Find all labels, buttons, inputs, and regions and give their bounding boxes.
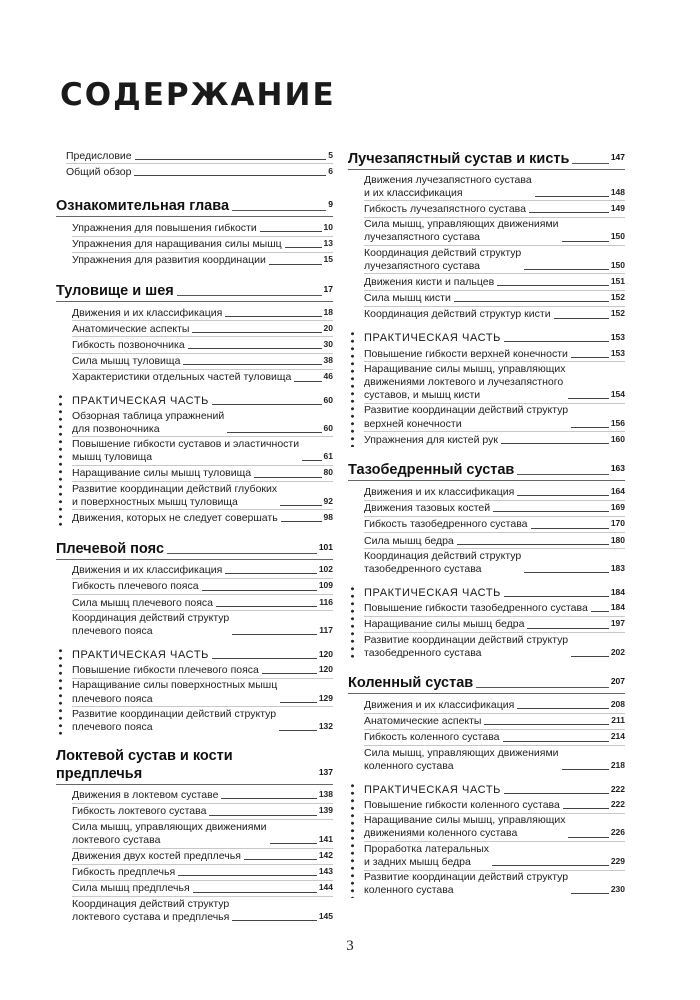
section-page: 147 — [610, 152, 625, 162]
leader-line — [212, 658, 317, 659]
entry-page: 144 — [318, 882, 333, 893]
leader-line — [568, 837, 608, 838]
leader-line — [178, 875, 317, 876]
entry-page: 141 — [318, 833, 333, 844]
toc-section — [348, 672, 625, 897]
leader-line — [202, 590, 317, 591]
toc-entry[interactable] — [364, 697, 625, 712]
entry-page: 226 — [610, 827, 625, 838]
entry-page: 211 — [611, 715, 625, 726]
entry-title: Сила мышц плечевого пояса — [72, 596, 214, 609]
leader-line — [260, 231, 322, 232]
leader-line — [562, 769, 609, 770]
toc-entry[interactable] — [72, 706, 333, 734]
leader-line — [531, 528, 609, 529]
entry-page: 151 — [610, 275, 625, 286]
entry-page: 149 — [610, 202, 625, 213]
section-page: 101 — [318, 541, 333, 552]
toc-entry[interactable] — [364, 516, 625, 532]
toc-section — [348, 148, 625, 447]
entry-title: Анатомические аспекты — [364, 715, 482, 728]
toc-entry[interactable] — [364, 532, 625, 548]
dotted-marker — [59, 647, 62, 735]
leader-line — [484, 724, 609, 725]
toc-entry[interactable] — [72, 788, 333, 803]
entry-title: Развитие координации действий структур тазобедренного сустава — [364, 633, 569, 659]
leader-line — [503, 741, 609, 742]
entry-page: 197 — [610, 618, 625, 629]
entry-page: 129 — [318, 692, 333, 703]
practical-title: ПРАКТИЧЕСКАЯ ЧАСТЬ — [72, 395, 209, 408]
toc-entry[interactable] — [72, 220, 333, 235]
entry-title: Проработка латеральных и задних мышц бедра — [364, 842, 490, 868]
entry-title: Гибкость предплечья — [72, 866, 176, 879]
toc-entry[interactable] — [72, 336, 333, 352]
entry-title: Движения кисти и пальцев — [364, 275, 495, 288]
entry-title: Повышение гибкости коленного сустава — [364, 799, 560, 811]
leader-line — [280, 702, 317, 703]
section-heading[interactable] — [56, 280, 333, 302]
practical-page: 120 — [318, 648, 333, 659]
entry-title: Гибкость плечевого пояса — [72, 580, 199, 593]
toc-section — [56, 195, 333, 268]
leader-line — [517, 474, 608, 475]
toc-entry[interactable] — [72, 848, 333, 864]
entry-page: 20 — [323, 322, 333, 333]
entry-title: Предисловие — [66, 149, 132, 162]
entry-page: 15 — [323, 254, 333, 265]
entry-title: Упражнения для повышения гибкости — [72, 221, 257, 234]
section-heading[interactable] — [56, 538, 333, 560]
toc-section — [56, 747, 333, 925]
entry-title: Движения двух костей предплечья — [72, 850, 241, 862]
leader-line — [209, 815, 316, 816]
section-page: 17 — [323, 284, 333, 295]
practical-title: ПРАКТИЧЕСКАЯ ЧАСТЬ — [364, 332, 501, 345]
practical-title: ПРАКТИЧЕСКАЯ ЧАСТЬ — [364, 783, 501, 796]
entry-page: 154 — [610, 389, 625, 400]
toc-entry[interactable] — [72, 409, 333, 436]
leader-line — [232, 920, 316, 921]
entry-title: Анатомические аспекты — [72, 322, 190, 335]
dotted-marker — [351, 585, 354, 661]
entry-page: 98 — [323, 511, 333, 522]
entry-page: 184 — [610, 602, 625, 613]
entry-page: 132 — [318, 720, 333, 731]
entry-page: 117 — [319, 624, 333, 635]
toc-entry[interactable] — [364, 290, 625, 306]
toc-entry[interactable] — [72, 896, 333, 924]
entry-title: Наращивание силы поверхностных мышц плечевого пояса — [72, 679, 278, 705]
leader-line — [554, 318, 609, 319]
entry-page: 230 — [610, 884, 625, 895]
toc-entry[interactable] — [72, 594, 333, 610]
toc-section — [348, 459, 625, 660]
entry-title: Наращивание силы мышц, управляющих движениями локтевого и лучезапястного суставов, и мышц кисти — [364, 362, 566, 402]
toc-entry[interactable] — [72, 369, 333, 385]
entry-page: 229 — [610, 855, 625, 866]
section-title: Коленный сустав — [348, 675, 474, 692]
practical-heading[interactable] — [72, 393, 333, 409]
entry-page: 116 — [319, 596, 333, 607]
entry-title: Повышение гибкости верхней конечности — [364, 347, 568, 360]
leader-line — [183, 364, 321, 365]
leader-line — [571, 427, 609, 428]
toc-entry[interactable] — [72, 353, 333, 369]
practical-heading[interactable] — [364, 585, 625, 601]
toc-entry[interactable] — [364, 361, 625, 403]
leader-line — [227, 432, 321, 433]
entry-title: Гибкость позвоночника — [72, 338, 185, 351]
entry-page: 5 — [328, 149, 333, 160]
leader-line — [281, 521, 322, 522]
entry-title: Упражнения для кистей рук — [364, 433, 498, 446]
entry-title: Упражнения для наращивания силы мышц — [72, 238, 282, 251]
toc-entry[interactable] — [364, 813, 625, 841]
leader-line — [167, 553, 317, 554]
section-heading[interactable] — [56, 195, 333, 217]
section-page: 207 — [610, 676, 625, 687]
leader-line — [225, 316, 321, 317]
toc-entry[interactable] — [364, 217, 625, 245]
entry-title: Движения и их классификация — [364, 698, 515, 711]
leader-line — [504, 596, 609, 597]
entry-page: 143 — [318, 866, 333, 877]
toc-section — [56, 148, 333, 179]
toc-entry[interactable] — [72, 563, 333, 578]
practical-heading[interactable] — [364, 782, 625, 798]
entry-page: 148 — [610, 186, 625, 197]
entry-page: 150 — [610, 231, 625, 242]
entry-page: 180 — [610, 534, 625, 545]
toc-entry[interactable] — [364, 713, 625, 729]
practical-page: 184 — [610, 586, 625, 597]
dotted-marker — [351, 782, 354, 898]
entry-page: 218 — [610, 759, 625, 770]
toc-entry[interactable] — [72, 819, 333, 847]
leader-line — [225, 573, 317, 574]
entry-title: Развитие координации действий структур коленного сустава — [364, 871, 569, 897]
toc-entry[interactable] — [72, 436, 333, 464]
entry-page: 92 — [323, 495, 333, 506]
leader-line — [476, 687, 609, 688]
leader-line — [497, 285, 609, 286]
toc-entry[interactable] — [364, 500, 625, 516]
entry-page: 145 — [318, 910, 333, 921]
toc-entry[interactable] — [364, 616, 625, 632]
toc-entry[interactable] — [364, 798, 625, 813]
toc-section — [56, 538, 333, 735]
toc-entry[interactable] — [364, 729, 625, 745]
section-title: Плечевой пояс — [56, 540, 165, 557]
leader-line — [524, 269, 609, 270]
entry-page: 120 — [318, 664, 333, 675]
entry-title: Гибкость тазобедренного сустава — [364, 518, 528, 531]
practical-page: 153 — [610, 332, 625, 343]
entry-page: 183 — [610, 562, 625, 573]
entry-page: 60 — [323, 422, 333, 433]
practical-page: 222 — [610, 783, 625, 794]
leader-line — [504, 793, 609, 794]
leader-line — [192, 332, 321, 333]
section-page: 163 — [610, 463, 625, 474]
entry-page: 150 — [610, 259, 625, 270]
leader-line — [454, 301, 609, 302]
leader-line — [294, 381, 321, 382]
leader-line — [563, 808, 609, 809]
entry-title: Гибкость лучезапястного сустава — [364, 202, 526, 215]
leader-line — [254, 477, 321, 478]
section-title: Тазобедренный сустав — [348, 462, 515, 479]
toc-section — [56, 280, 333, 526]
entry-title: Движения лучезапястного сустава и их классификация — [364, 173, 532, 199]
entry-page: 13 — [323, 238, 333, 249]
toc-entry[interactable] — [364, 306, 625, 322]
entry-page: 142 — [318, 850, 333, 860]
entry-page: 139 — [318, 805, 333, 816]
entry-title: Сила мышц, управляющих движениями коленного сустава — [364, 746, 559, 772]
entry-title: Координация действий структур кисти — [364, 308, 551, 321]
leader-line — [493, 511, 609, 512]
entry-title: Движения тазовых костей — [364, 502, 491, 515]
leader-line — [177, 295, 322, 296]
toc-entry[interactable] — [364, 431, 625, 447]
entry-title: Развитие координации действий структур верхней конечности — [364, 404, 569, 430]
entry-title: Повышение гибкости суставов и эластичности мышц туловища — [72, 437, 300, 464]
toc-entry[interactable] — [364, 548, 625, 576]
toc-entry[interactable] — [72, 678, 333, 706]
toc-entry[interactable] — [364, 200, 625, 216]
leader-line — [188, 348, 322, 349]
toc-entry[interactable] — [72, 236, 333, 252]
entry-page: 46 — [323, 371, 333, 382]
toc-entry[interactable] — [72, 803, 333, 819]
leader-line — [221, 798, 316, 799]
entry-page: 6 — [328, 165, 333, 176]
leader-line — [457, 544, 609, 545]
practical-heading[interactable] — [364, 330, 625, 346]
entry-title: Обзорная таблица упражнений для позвоночника — [72, 409, 225, 435]
entry-page: 164 — [610, 485, 625, 496]
leader-line — [492, 865, 609, 866]
leader-line — [232, 634, 317, 635]
leader-line — [529, 212, 609, 213]
toc-entry[interactable] — [72, 481, 333, 509]
entry-title: Сила мышц туловища — [72, 355, 181, 368]
entry-page: 18 — [323, 306, 333, 317]
page-number: 3 — [346, 938, 354, 954]
entry-title: Гибкость локтевого сустава — [72, 805, 207, 818]
dotted-marker — [59, 393, 62, 526]
practical-block — [56, 645, 333, 735]
leader-line — [535, 196, 609, 197]
leader-line — [193, 892, 317, 893]
toc-entry[interactable] — [364, 484, 625, 499]
entry-title: Наращивание силы мышц туловища — [72, 467, 252, 480]
leader-line — [135, 159, 327, 160]
leader-line — [504, 341, 609, 342]
leader-line — [517, 495, 609, 496]
leader-line — [270, 843, 317, 844]
practical-heading[interactable] — [72, 647, 333, 663]
toc-entry[interactable] — [364, 745, 625, 773]
entry-page: 152 — [610, 292, 625, 303]
entry-page: 80 — [323, 467, 333, 478]
toc-entry[interactable] — [364, 870, 625, 898]
toc-column-left — [56, 148, 333, 937]
entry-title: Координация действий структур тазобедренного сустава — [364, 549, 522, 575]
toc-entry[interactable] — [66, 148, 333, 163]
entry-title: Движения и их классификация — [72, 306, 223, 319]
toc-entry[interactable] — [72, 465, 333, 481]
entry-title: Упражнения для развития координации — [72, 254, 266, 267]
entry-page: 156 — [610, 417, 625, 428]
toc-entry[interactable] — [364, 346, 625, 361]
entry-title: Повышение гибкости плечевого пояса — [72, 664, 259, 677]
entry-page: 10 — [323, 221, 333, 232]
toc-entry[interactable] — [72, 610, 333, 638]
entry-page: 38 — [323, 355, 333, 366]
entry-page: 169 — [610, 502, 625, 513]
entry-page: 222 — [610, 799, 625, 809]
leader-line — [591, 611, 609, 612]
entry-title: Координация действий структур плечевого пояса — [72, 611, 230, 637]
toc-entry[interactable] — [72, 509, 333, 525]
section-heading[interactable] — [348, 672, 625, 694]
section-page: 9 — [328, 199, 333, 210]
toc-entry[interactable] — [364, 632, 625, 660]
leader-line — [216, 606, 317, 607]
entry-title: Характеристики отдельных частей туловища — [72, 371, 292, 384]
practical-block — [348, 780, 625, 898]
toc-entry[interactable] — [364, 173, 625, 200]
toc-entry[interactable] — [364, 245, 625, 273]
entry-page: 153 — [610, 347, 625, 358]
entry-title: Движения и их классификация — [364, 485, 515, 498]
entry-title: Общий обзор — [66, 165, 132, 178]
leader-line — [280, 505, 321, 506]
leader-line — [571, 357, 609, 358]
practical-title: ПРАКТИЧЕСКАЯ ЧАСТЬ — [72, 648, 209, 661]
section-heading[interactable] — [348, 148, 625, 170]
leader-line — [524, 572, 609, 573]
entry-title: Гибкость коленного сустава — [364, 731, 500, 744]
practical-page: 60 — [323, 395, 333, 406]
toc-entry[interactable] — [72, 305, 333, 320]
entry-page: 170 — [610, 518, 625, 529]
leader-line — [572, 163, 608, 164]
leader-line — [212, 404, 322, 405]
entry-title: Сила мышц кисти — [364, 292, 451, 305]
section-page: 137 — [318, 766, 333, 777]
entry-title: Координация действий структур локтевого сустава и предплечья — [72, 897, 230, 923]
entry-title: Движения, которых не следует совершать — [72, 511, 278, 524]
leader-line — [571, 656, 609, 657]
leader-line — [302, 460, 321, 461]
entry-page: 202 — [610, 646, 625, 657]
toc-entry[interactable] — [72, 663, 333, 678]
section-heading[interactable] — [348, 459, 625, 481]
leader-line — [279, 730, 317, 731]
entry-page: 30 — [323, 338, 333, 349]
section-title: Лучезапястный сустав и кисть — [348, 151, 570, 167]
leader-line — [262, 673, 317, 674]
entry-page: 214 — [610, 731, 625, 742]
toc-entry[interactable] — [72, 880, 333, 896]
section-heading[interactable] — [56, 747, 333, 785]
practical-block — [56, 391, 333, 526]
page-title: СОДЕРЖАНИЕ — [60, 77, 336, 113]
toc-entry[interactable] — [72, 578, 333, 594]
toc-column-right — [348, 148, 625, 910]
entry-page: 109 — [318, 580, 333, 591]
entry-page: 152 — [610, 308, 625, 319]
entry-title: Сила мышц, управляющих движениями локтевого сустава — [72, 820, 267, 846]
leader-line — [562, 241, 609, 242]
section-title: Локтевой сустав и кости предплечья — [56, 747, 233, 782]
leader-line — [244, 859, 317, 860]
toc-entry[interactable] — [72, 252, 333, 268]
leader-line — [568, 398, 608, 399]
toc-entry[interactable] — [364, 841, 625, 869]
entry-page: 208 — [610, 698, 625, 709]
dotted-marker — [351, 330, 354, 447]
entry-title: Движения и их классификация — [72, 564, 223, 577]
practical-block — [348, 328, 625, 447]
leader-line — [501, 443, 609, 444]
entry-title: Развитие координации действий глубоких и поверхностных мышц туловища — [72, 482, 278, 508]
leader-line — [232, 210, 326, 211]
entry-page: 61 — [323, 451, 333, 462]
toc-entry[interactable] — [72, 864, 333, 880]
entry-title: Наращивание силы мышц, управляющих движениями коленного сустава — [364, 814, 566, 840]
practical-title: ПРАКТИЧЕСКАЯ ЧАСТЬ — [364, 586, 501, 599]
leader-line — [527, 628, 608, 629]
leader-line — [285, 247, 322, 248]
leader-line — [134, 175, 326, 176]
toc-entry[interactable] — [66, 163, 333, 179]
entry-title: Сила мышц бедра — [364, 534, 454, 547]
entry-title: Координация действий структур лучезапястного сустава — [364, 246, 522, 272]
section-title: Ознакомительная глава — [56, 198, 230, 215]
entry-title: Повышение гибкости тазобедренного сустава — [364, 602, 588, 615]
entry-title: Сила мышц, управляющих движениями лучезапястного сустава — [364, 218, 559, 244]
toc-entry[interactable] — [72, 320, 333, 336]
leader-line — [269, 264, 322, 265]
toc-entry[interactable] — [364, 601, 625, 616]
toc-entry[interactable] — [364, 403, 625, 431]
entry-title: Наращивание силы мышц бедра — [364, 618, 525, 631]
toc-entry[interactable] — [364, 273, 625, 289]
entry-title: Сила мышц предплечья — [72, 882, 190, 895]
leader-line — [517, 708, 609, 709]
entry-page: 102 — [318, 564, 333, 575]
entry-page: 138 — [318, 789, 333, 800]
practical-block — [348, 583, 625, 661]
leader-line — [571, 893, 609, 894]
entry-page: 160 — [610, 433, 625, 444]
entry-title: Развитие координации действий структур плечевого пояса — [72, 707, 277, 733]
entry-title: Движения в локтевом суставе — [72, 789, 219, 802]
section-title: Туловище и шея — [56, 283, 174, 300]
